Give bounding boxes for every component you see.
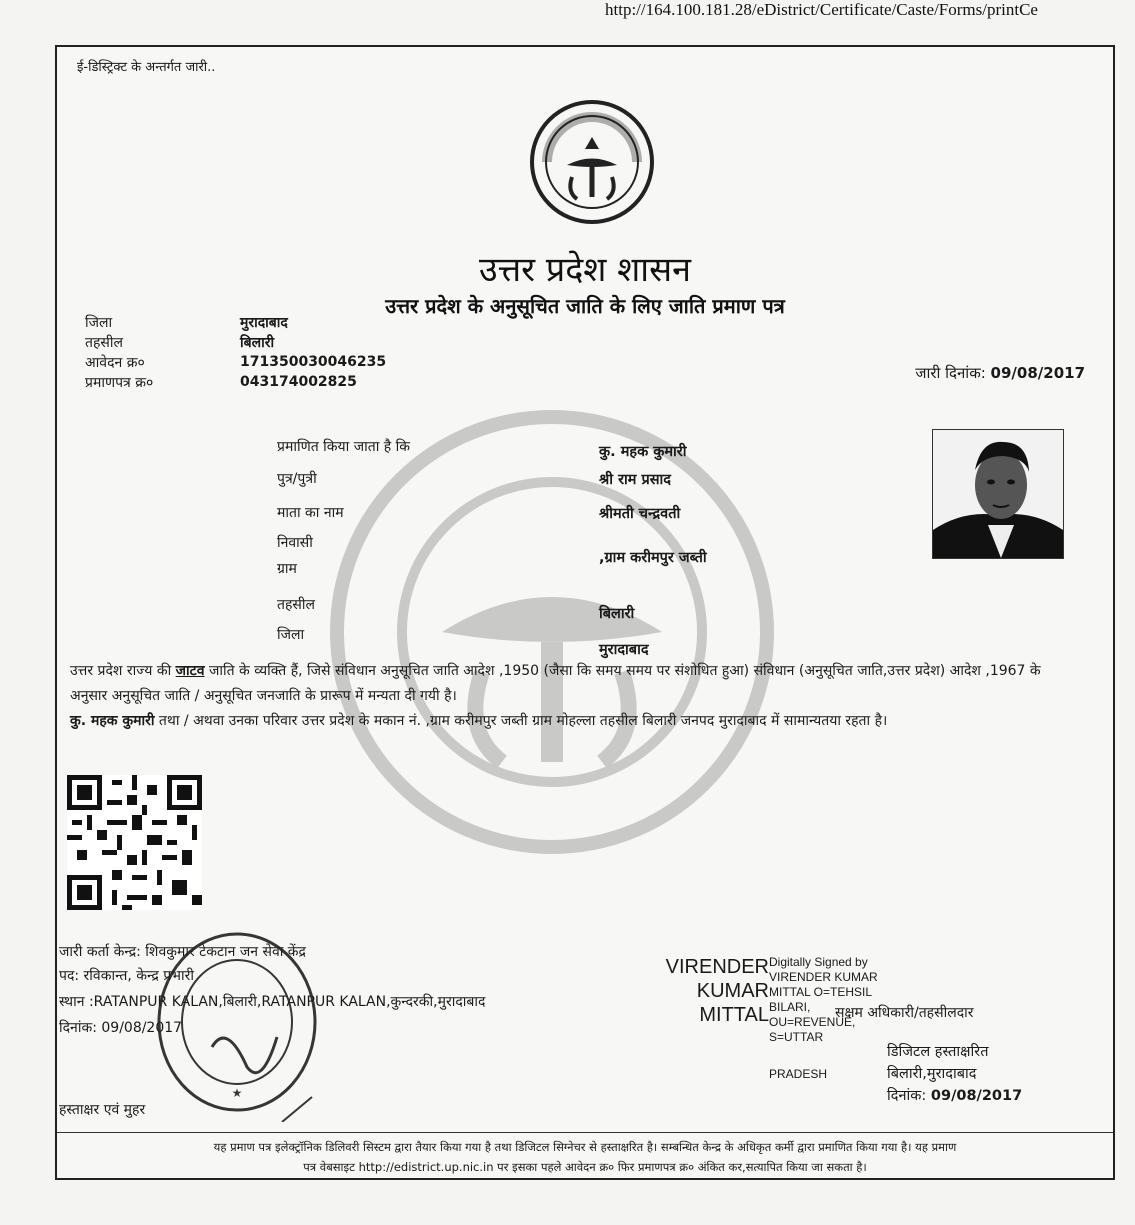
signer-name-line: VIRENDER: [665, 956, 769, 978]
father-name: श्री राम प्रसाद: [599, 472, 671, 488]
signer-name-line: MITTAL: [699, 1004, 769, 1026]
signer-name-line: KUMAR: [696, 980, 769, 1002]
field-label: जिला: [85, 314, 113, 331]
field-label: आवेदन क्र०: [85, 354, 145, 371]
digitally-signed-label: डिजिटल हस्ताक्षरित: [887, 1044, 989, 1060]
authority-date: [887, 1085, 1022, 1107]
footer-line: यह प्रमाण पत्र इलेक्ट्रॉनिक डिलिवरी सिस्टम द्वारा तैयार किया गया है तथा डिजिटल सिग्नेचर से हस्ताक्षरित है। सम्बन्धित केन्द्र के अधिकृत कर्मी द्वारा प्रमाणित किया गया है। यह प्रमाण: [213, 1140, 957, 1154]
issuer-center: जारी कर्ता केन्द्र: शिवकुमार टेकटान जन सेवा केंद्र: [59, 944, 306, 960]
issue-date: [915, 363, 1085, 383]
field-value: मुरादाबाद: [240, 314, 288, 331]
authority-designation: सक्षम अधिकारी/तहसीलदार: [835, 1005, 974, 1021]
authority-date-label: दिनांक:: [887, 1088, 927, 1104]
body-text-continued: जाति के व्यक्ति हैं, जिसे संविधान अनुसूचित जाति आदेश ,1950 (जैसा कि समय समय पर संशोधित हुआ) संविधान (अनुसूचित जाति,उत्तर प्रदेश) आदेश ,1967 के अनुसार अनुसूचित जाति / अनुसूचित जनजाति के प्रारूप में मन्यता दी गयी है।: [70, 663, 1041, 704]
detail-label: ग्राम: [277, 561, 297, 577]
body-residence-text: तथा / अथवा उनका परिवार उत्तर प्रदेश के मकान नं. ,ग्राम करीमपुर जब्ती ग्राम मोहल्ला तहसील बिलारी जनपद मुरादाबाद में सामान्यतया रहता है।: [154, 713, 888, 729]
applicant-name: कु. महक कुमारी: [599, 444, 687, 460]
detail-label: जिला: [277, 627, 305, 643]
district-value: मुरादाबाद: [599, 642, 649, 658]
watermark-emblem-icon: [322, 402, 782, 862]
issuer-place: स्थान :RATANPUR KALAN,बिलारी,RATANPUR KALAN,कुन्दरकी,मुरादाबाद: [59, 994, 486, 1010]
issuer-post: पद: रविकान्त, केन्द्र प्रभारी: [59, 968, 195, 984]
tehsil-value: बिलारी: [599, 606, 635, 622]
body-text-start: उत्तर प्रदेश राज्य की: [70, 663, 176, 679]
caste-name: जाटव: [175, 663, 205, 679]
applicant-photo: [932, 429, 1064, 559]
field-certificate-no: [85, 372, 386, 392]
field-tehsil: [85, 332, 386, 352]
field-value: 171350030046235: [240, 354, 387, 370]
field-application-no: [85, 352, 386, 372]
signature-detail-state: PRADESH: [769, 1067, 828, 1081]
footer-note: [57, 1137, 1113, 1177]
detail-label: पुत्र/पुत्री: [277, 471, 317, 487]
digital-signature-name: [657, 955, 769, 1027]
field-value: बिलारी: [240, 334, 275, 351]
detail-label: माता का नाम: [277, 505, 344, 521]
svg-text:★: ★: [231, 1086, 243, 1100]
applicant-name-inline: कु. महक कुमारी: [70, 713, 155, 729]
qr-code: [67, 775, 202, 910]
browser-url: http://164.100.181.28/eDistrict/Certificate/Caste/Forms/printCe: [605, 0, 1038, 19]
issued-under-note: ई-डिस्ट्रिक्ट के अन्तर्गत जारी..: [77, 60, 216, 75]
certificate-frame: [55, 45, 1115, 1180]
detail-label: निवासी: [277, 535, 313, 551]
certificate-title: उत्तर प्रदेश के अनुसूचित जाति के लिए जाति प्रमाण पत्र: [385, 294, 785, 318]
field-district: [85, 312, 386, 332]
signature-detail-text: Digitally Signed by VIRENDER KUMAR MITTAL O=TEHSIL BILARI, OU=REVENUE, S=UTTAR: [769, 955, 878, 1044]
signature-seal-label: हस्ताक्षर एवं मुहर: [59, 1102, 146, 1118]
footer-divider: [57, 1132, 1113, 1133]
field-label: तहसील: [85, 334, 123, 351]
authority-location: बिलारी,मुरादाबाद: [887, 1066, 977, 1082]
field-label: प्रमाणपत्र क्र०: [85, 374, 154, 391]
village-value: ,ग्राम करीमपुर जब्ती: [599, 550, 707, 566]
issuer-date: दिनांक: 09/08/2017: [59, 1020, 183, 1036]
issue-date-label: जारी दिनांक:: [915, 364, 986, 382]
authority-date-value: 09/08/2017: [930, 1088, 1023, 1104]
mother-name: श्रीमती चन्द्रवती: [599, 506, 681, 522]
center-stamp-icon: [152, 927, 322, 1122]
issue-date-value: 09/08/2017: [990, 364, 1085, 382]
detail-label: प्रमाणित किया जाता है कि: [277, 439, 411, 455]
up-emblem-icon: [527, 97, 657, 227]
field-value: 043174002825: [240, 374, 357, 390]
detail-label: तहसील: [277, 597, 315, 613]
certificate-body: [70, 659, 1075, 734]
footer-line: पत्र वेबसाइट http://edistrict.up.nic.in पर इसका पहले आवेदन क्र० फिर प्रमाणपत्र क्र० अंकित कर,सत्यापित किया जा सकता है।: [303, 1160, 867, 1174]
top-fields: [85, 312, 386, 392]
authority-block: [887, 1041, 1022, 1107]
government-title: उत्तर प्रदेश शासन: [479, 250, 691, 290]
